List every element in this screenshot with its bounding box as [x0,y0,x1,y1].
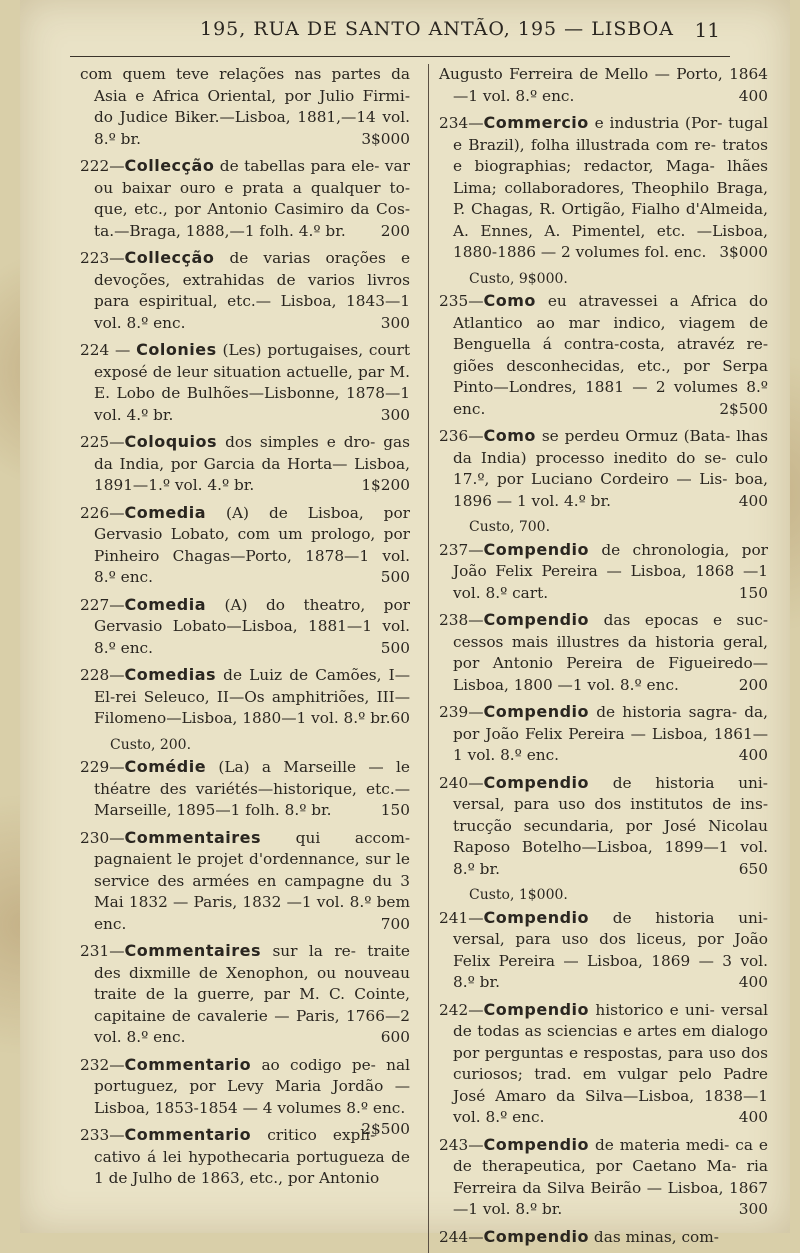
entry-keyword: Compendio [483,1226,590,1246]
entry-description: de varias orações e devoções, extrahidas de varios livros para espiritual, etc.— Lisboa, 1843—1 vol. 8.º enc. [94,249,410,332]
entry-keyword: Como [483,426,536,445]
entry-price: 3$000 [719,243,768,261]
catalogue-entry [439,112,768,264]
entry-description: historico e uni- versal de todas as sciencias e artes em dialogo por perguntas e respostas, para uso dos curiosos; trad. em vulgar pelo Padre José Amaro da Silva—Lisboa, 1838—1 vol. 8.º enc. [453,1000,768,1126]
entry-number: 232— [80,1055,125,1074]
entry-price: 60 [390,709,410,727]
entry-keyword: Compendio [483,1134,590,1154]
entry-keyword: Commentario [124,1054,252,1074]
entry-description: qui accom- pagnaient le projet d'ordennance, sur le service des armées en campagne du 3 Mai 1832 — Paris, 1832 —1 vol. 8.º bem enc. [94,828,410,933]
entry-description: (A) do theatro, por Gervasio Lobato—Lisboa, 1881—1 vol. 8.º enc. [94,595,410,657]
entry-description: se perdeu Ormuz (Bata- lhas da India) processo inedito do se- culo 17.º, por Luciano Cordeiro — Lis- boa, 1896 — 1 vol. 4.º br. [453,427,768,510]
entry-description: de historia sagra- da, por João Felix Pereira — Lisboa, 1861—1 vol. 8.º enc. [453,703,768,764]
entry-number: 230— [80,828,125,847]
entry-number: 243— [439,1135,484,1154]
catalogue-entry [80,594,410,660]
entry-number: 237— [439,540,484,559]
catalogue-entry [80,339,410,426]
entry-keyword: Como [483,291,536,310]
entry-keyword: Colonies [136,340,217,359]
entry-price: 3$000 [361,129,410,148]
entry-price: 150 [738,583,768,602]
catalogue-entry [439,1134,768,1221]
catalogue-entry [80,827,410,936]
entry-description: dos simples e dro- gas da India, por Garcia da Horta— Lisboa, 1891—1.º vol. 4.º br. [94,433,410,494]
entry-description: (A) de Lisboa, por Gervasio Lobato, com um prologo, por Pinheiro Chagas—Porto, 1878—1 vol. 8.º enc. [94,503,410,586]
entry-cost: Custo, 200. [110,736,192,753]
entry-number: 229— [80,758,125,776]
catalogue-entry [439,907,768,994]
catalogue-entry [80,940,410,1049]
entry-description: das minas, com- [593,1227,719,1246]
entry-number: 240— [439,773,484,792]
entry-keyword: Commentaires [124,827,262,847]
entry-price: 650 [738,859,768,878]
catalogue-entry [80,247,410,334]
entry-price: 400 [738,746,768,764]
entry-keyword: Compendio [483,702,590,721]
entry-number: 244— [439,1227,484,1246]
entry-number: 225— [80,433,125,451]
catalogue-entry [439,701,768,767]
catalogue-entry [439,290,768,420]
entry-price: 500 [380,638,410,657]
entry-price: 200 [738,675,768,694]
entry-description: de historia uni- versal, para uso dos institutos de ins- trucção secundaria, por José Nicolau Raposo Botelho—Lisboa, 1899—1 vol. 8.º br. [453,773,768,878]
entry-keyword: Coloquios [124,432,218,451]
entry-cost: Custo, 1$000. [469,887,568,903]
entry-price: 300 [380,313,410,332]
entry-description: de chronologia, por João Felix Pereira — Lisboa, 1868 —1 vol. 8.º cart. [453,540,768,602]
entry-price: 150 [380,801,410,819]
entry-description: das epocas e suc- cessos mais illustres da historia geral, por Antonio Pereira de Figueiredo— Lisboa, 1800 —1 vol. 8.º enc. [453,611,768,694]
catalogue-entry [80,664,410,730]
entry-description: de tabellas para ele- var ou baixar ouro e prata a qualquer to- que, etc., por Antonio Casimiro da Cos- ta.—Braga, 1888,—1 folh. 4.º br. [94,157,410,240]
continuation-entry [439,64,768,107]
entry-keyword: Commentaires [124,941,262,960]
entry-keyword: Collecção [124,248,215,267]
entry-keyword: Collecção [124,156,215,175]
entry-number: 228— [80,666,125,684]
entry-number: 231— [80,942,125,960]
catalogue-entry [439,999,768,1129]
entry-number: 234— [439,114,484,132]
entry-description: (La) a Marseille — le théatre des variétés—historique, etc.— Marseille, 1895—1 folh. 8.º br. [94,758,410,819]
continuation-text: com quem teve relações nas partes da Asia e Africa Oriental, por Julio Firmi- do Judice Biker.—Lisboa, 1881,—14 vol. 8.º br. [80,65,410,148]
entry-keyword: Comedia [124,502,206,522]
catalogue-entry [80,1124,410,1190]
entry-price: 300 [380,405,410,424]
catalogue-entry [439,772,768,881]
entry-price: 700 [380,914,410,933]
entry-description: (Les) portugaises, court exposé de leur situation actuelle, par M. E. Lobo de Bulhões—Lisbonne, 1878—1 vol. 4.º br. [94,341,410,424]
catalogue-entry [439,539,768,605]
catalogue-entry [80,155,410,242]
entry-price: 400 [738,1108,768,1126]
entry-price: 400 [738,973,768,991]
header-rule [70,56,730,57]
catalogue-entry [439,609,768,696]
right-column [428,64,768,1253]
entry-price: 500 [380,568,410,586]
entry-price: 400 [738,86,768,105]
entry-keyword: Compendio [483,539,590,559]
catalogue-entry [439,425,768,512]
entry-number: 223— [80,249,125,267]
entry-keyword: Compendio [483,610,590,629]
catalogue-page [20,0,790,1246]
entry-number: 233— [80,1126,125,1144]
entry-keyword: Compendio [483,999,590,1019]
catalogue-entry [439,1226,768,1249]
entry-description: ao codigo pe- nal portuguez, por Levy Maria Jordão — Lisboa, 1853-1854 — 4 volumes 8.º enc. [94,1055,410,1117]
entry-description: de Luiz de Camões, I—El-rei Seleuco, II—Os amphitriões, III—Filomeno—Lisboa, 1880—1 vol. 8.º br. [94,666,410,727]
entry-keyword: Comedia [124,594,206,614]
entry-number: 236— [439,427,484,445]
continuation-entry [80,64,410,150]
entry-keyword: Commercio [483,113,589,132]
page-number: 11 [694,18,720,42]
catalogue-entry [80,502,410,589]
entry-keyword: Compendio [483,772,590,792]
entry-number: 238— [439,611,484,629]
entry-keyword: Compendio [483,907,590,927]
continuation-text: Augusto Ferreira de Mello — Porto, 1864—1 vol. 8.º enc. [439,65,768,105]
entry-number: 239— [439,703,484,721]
entry-number: 227— [80,595,125,614]
entry-number: 226— [80,503,125,522]
page-header [20,2,790,62]
entry-price: 400 [738,491,768,510]
entry-price: 200 [380,221,410,240]
entry-price: 2$500 [361,1120,410,1138]
entry-price: 600 [380,1028,410,1046]
entry-price: 2$500 [719,399,768,418]
entry-cost: Custo, 9$000. [469,270,568,287]
entry-description: eu atravessei a Africa do Atlantico ao mar indico, viagem de Benguella á contra-costa, atravéz re- giões desconhecidas, etc., por Serpa Pinto—Londres, 1881 — 2 volumes 8.º enc. [453,292,768,418]
catalogue-entry [80,431,410,497]
entry-keyword: Comédie [124,757,207,776]
entry-price: 300 [738,1200,768,1218]
entry-description: sur la re- traite des dixmille de Xenophon, ou nouveau traite de la guerre, par M. C. Cointe, capitaine de cavalerie — Paris, 1766—2 vol. 8.º enc. [94,942,410,1046]
entry-price: 1$200 [361,476,410,494]
entry-description: critico expli- cativo á lei hypothecaria portugueza de 1 de Julho de 1863, etc., por Antonio [94,1126,410,1187]
entry-number: 222— [80,157,125,175]
entry-description: de historia uni- versal, para uso dos liceus, por João Felix Pereira — Lisboa, 1869 — 3 vol. 8.º br. [453,908,768,991]
entry-number: 241— [439,908,484,927]
entry-keyword: Commentario [124,1125,252,1144]
entry-description: de materia medi- ca e de therapeutica, por Caetano Ma- ria Ferreira da Silva Beirão — Lisboa, 1867—1 vol. 8.º br. [453,1135,768,1218]
entry-number: 224 — [80,341,137,359]
entry-number: 235— [439,292,484,310]
entry-cost: Custo, 700. [469,519,551,535]
entry-description: e industria (Por- tugal e Brazil), folha illustrada com re- tratos e biographias; redactor, Maga- lhães Lima; collaboradores, Theophilo Braga, P. Chagas, R. Ortigão, Fialho d'Almeida, A. Ennes, A. Pimentel, etc. —Lisboa, 1880-1886 — 2 volumes fol. enc. [453,114,768,261]
left-column [80,64,410,1195]
catalogue-entry [80,756,410,822]
entry-number: 242— [439,1000,484,1019]
running-title: 195, RUA DE SANTO ANTÃO, 195 — LISBOA [200,18,674,40]
entry-keyword: Comedias [124,665,217,684]
